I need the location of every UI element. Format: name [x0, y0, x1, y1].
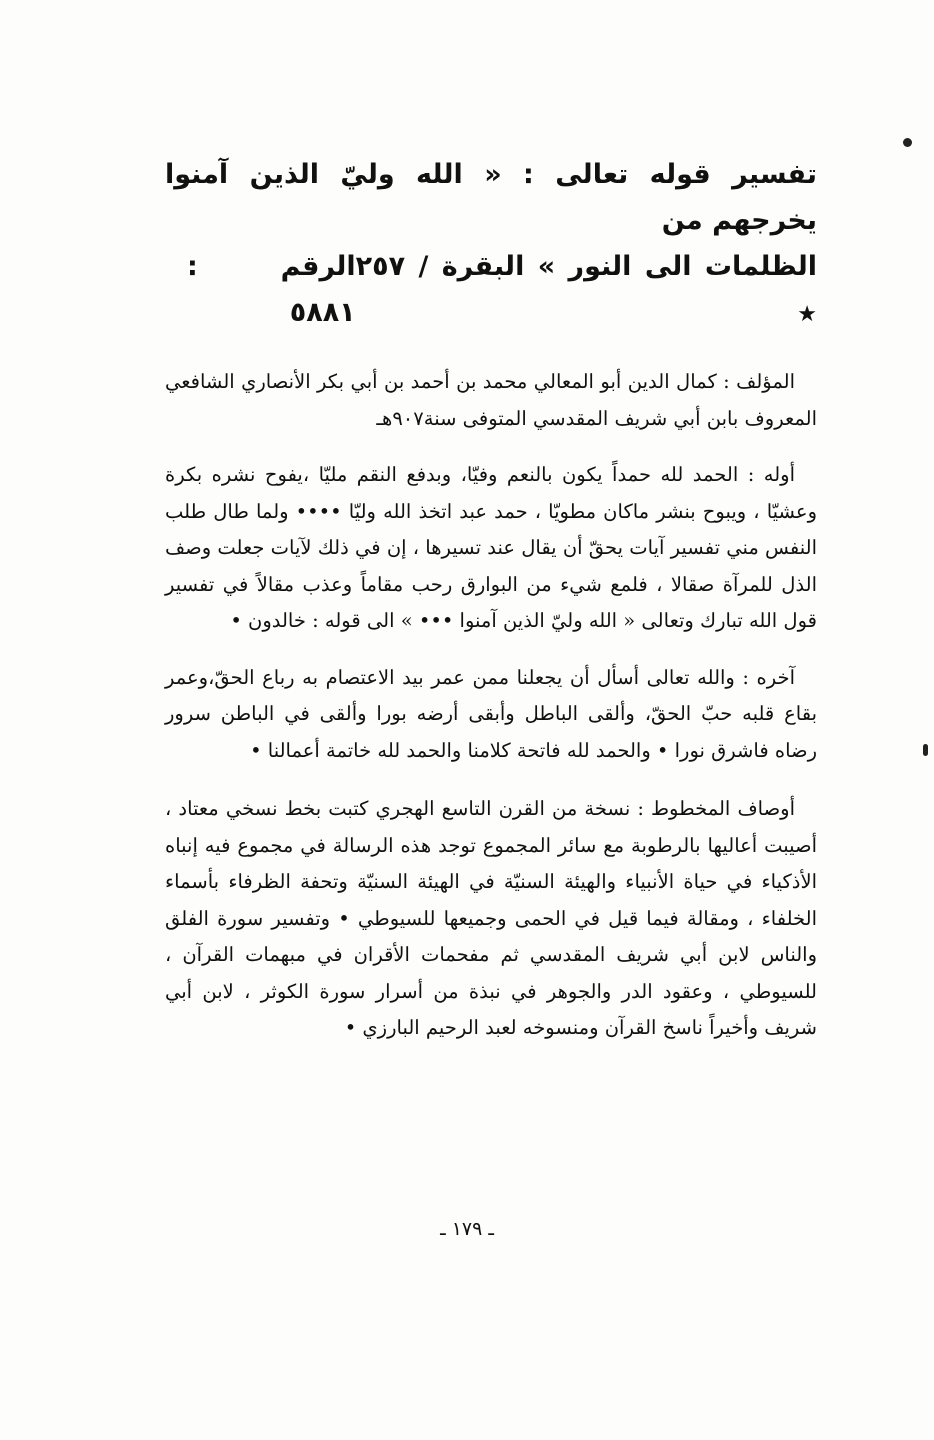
- incipit-text: أوله : الحمد لله حمداً يكون بالنعم وفيّا، وبدفع النقم مليّا ،يفوح نشره بكرة وعشيّا ، ويبوح بنشر ماكان مطويّا ، حمد عبد اتخذ الله وليّا •••• ولما طال طلب النفس مني تفسير آيات يحقّ أن يقال عند تسيرها ، إن في ذلك لآيات جعلت وصف الذل للمرآة صقالا ، فلمع شيء من البوارق رحب مقاماً وعذب مقالاً في تفسير قول الله تبارك وتعالى « الله وليّ الذين آمنوا ••• » الى قوله : خالدون •: [165, 463, 817, 632]
- title-line-2-row: [165, 244, 817, 338]
- manuscript-description-paragraph: [165, 791, 817, 1047]
- explicit-indent: [795, 666, 817, 689]
- author-text: المؤلف : كمال الدين أبو المعالي محمد بن أحمد بن أبي بكر الأنصاري الشافعي المعروف بابن أبي شريف المقدسي المتوفى سنة٩٠٧هـ: [165, 370, 817, 430]
- ink-mark: [923, 744, 928, 756]
- star-icon: ★: [797, 302, 817, 327]
- ink-dot: [903, 138, 912, 147]
- title-line-2-text: الظلمات الى النور » البقرة / ٢٥٧: [355, 251, 817, 282]
- author-indent: [795, 370, 817, 393]
- title-line-1: تفسير قوله تعالى : « الله وليّ الذين آمنوا يخرجهم من: [165, 159, 817, 236]
- entry-title: [165, 152, 817, 338]
- incipit-indent: [795, 463, 817, 486]
- title-line-2: [356, 244, 817, 338]
- explicit-text: آخره : والله تعالى أسأل أن يجعلنا ممن عمر بيد الاعتصام به رباع الحقّ،وعمر بقاع قلبه حبّ الحقّ، وألقى الباطل وأبقى أرضه بورا وألقى في الباطن سرور رضاه فاشرق نورا • والحمد لله فاتحة كلامنا والحمد لله خاتمة أعمالنا •: [165, 665, 817, 762]
- manuscript-description-text: أوصاف المخطوط : نسخة من القرن التاسع الهجري كتبت بخط نسخي معتاد ، أصيبت أعاليها بالرطوبة مع سائر المجموع توجد هذه الرسالة في مجموع فيه إنباه الأذكياء في حياة الأنبياء والهيئة السنيّة في الهيئة السنيّة وتحفة الظرفاء بأسماء الخلفاء ، ومقالة فيما قيل في الحمى وجميعها للسيوطي • وتفسير سورة الفلق والناس لابن أبي شريف المقدسي ثم مفحمات الأقران في مبهمات القرآن ، للسيوطي ، وعقود الدر والجوهر في نبذة من أسرار سورة الكوثر ، لابن أبي شريف وأخيراً ناسخ القرآن ومنسوخه لعبد الرحيم البارزي •: [165, 797, 817, 1039]
- document-content: [165, 152, 817, 1047]
- incipit-paragraph: [165, 457, 817, 640]
- author-paragraph: [165, 364, 817, 437]
- entry-number: الرقم : ٥٨٨١: [187, 251, 356, 328]
- explicit-paragraph: [165, 660, 817, 770]
- description-indent: [795, 797, 817, 820]
- page-number: ـ ١٧٩ ـ: [440, 1218, 494, 1240]
